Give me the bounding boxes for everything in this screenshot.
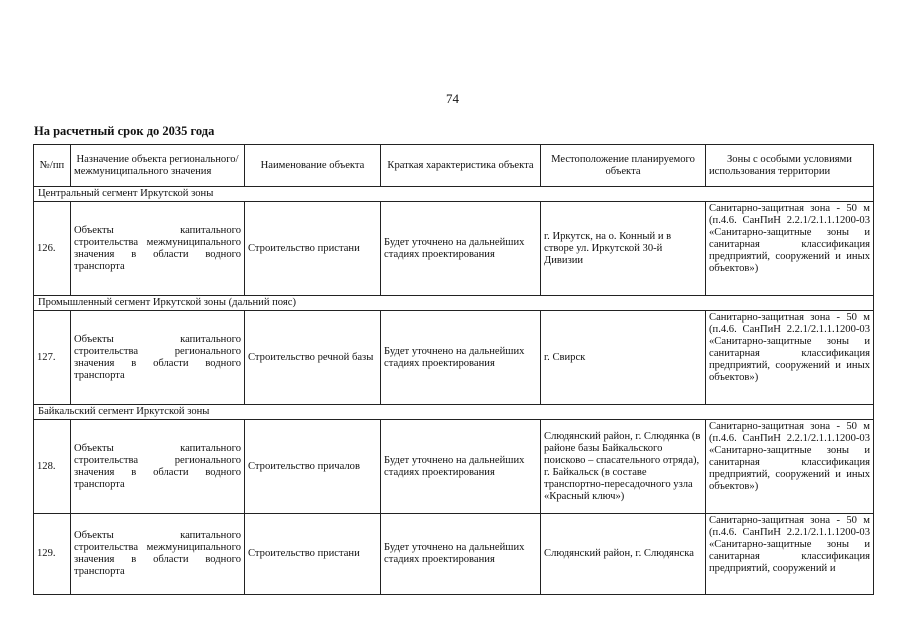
row-purpose: Объекты капитального строительства регионального значения в области водного транспорта: [71, 420, 245, 514]
header-name: Наименование объекта: [245, 145, 381, 187]
row-zones: [706, 420, 874, 514]
row-name: Строительство причалов: [245, 420, 381, 514]
row-characteristic: Будет уточнено на дальнейших стадиях проектирования: [381, 202, 541, 296]
table-row: [34, 420, 874, 514]
row-purpose: Объекты капитального строительства регионального значения в области водного транспорта: [71, 311, 245, 405]
segment-row: [34, 296, 874, 311]
row-characteristic: Будет уточнено на дальнейших стадиях проектирования: [381, 420, 541, 514]
row-characteristic: Будет уточнено на дальнейших стадиях проектирования: [381, 311, 541, 405]
header-characteristic: Краткая характеристика объекта: [381, 145, 541, 187]
row-purpose: Объекты капитального строительства межмуниципального значения в области водного транспорта: [71, 514, 245, 595]
table-row: [34, 202, 874, 296]
objects-table: [33, 144, 874, 595]
row-name: Строительство речной базы: [245, 311, 381, 405]
segment-title: Центральный сегмент Иркутской зоны: [34, 187, 874, 202]
table-header-row: [34, 145, 874, 187]
row-name: Строительство пристани: [245, 514, 381, 595]
segment-row: [34, 405, 874, 420]
header-num: №/пп: [34, 145, 71, 187]
row-num: 127.: [34, 311, 71, 405]
segment-title: Промышленный сегмент Иркутской зоны (дальний пояс): [34, 296, 874, 311]
row-purpose: Объекты капитального строительства межмуниципального значения в области водного транспорта: [71, 202, 245, 296]
row-location: Слюдянский район, г. Слюдянска: [541, 514, 706, 595]
zones-text: Санитарно-защитная зона - 50 м (п.4.6. СанПиН 2.2.1/2.1.1.1200-03 «Санитарно-защитные зоны и санитарная классификация предприятий, сооружений и иных объектов»): [709, 421, 870, 492]
zones-text: Санитарно-защитная зона - 50 м (п.4.6. СанПиН 2.2.1/2.1.1.1200-03 «Санитарно-защитные зоны и санитарная классификация предприятий, сооружений и: [709, 515, 870, 574]
row-location: Слюдянский район, г. Слюдянка (в районе базы Байкальского поисково – спасательного отряда), г. Байкальск (в составе транспортно-пересадочного узла «Красный ключ»): [541, 420, 706, 514]
row-zones: [706, 202, 874, 296]
page-number: 74: [446, 91, 459, 106]
row-num: 128.: [34, 420, 71, 514]
table-row: [34, 514, 874, 595]
header-purpose: Назначение объекта регионального/ межмуниципального значения: [71, 145, 245, 187]
header-location: Местоположение планируемого объекта: [541, 145, 706, 187]
row-characteristic: Будет уточнено на дальнейших стадиях проектирования: [381, 514, 541, 595]
row-num: 129.: [34, 514, 71, 595]
zones-text: Санитарно-защитная зона - 50 м (п.4.6. СанПиН 2.2.1/2.1.1.1200-03 «Санитарно-защитные зоны и санитарная классификация предприятий, сооружений и иных объектов»): [709, 312, 870, 383]
row-zones: [706, 514, 874, 595]
row-location: г. Свирск: [541, 311, 706, 405]
row-num: 126.: [34, 202, 71, 296]
segment-row: [34, 187, 874, 202]
zones-text: Санитарно-защитная зона - 50 м (п.4.6. СанПиН 2.2.1/2.1.1.1200-03 «Санитарно-защитные зоны и санитарная классификация предприятий, сооружений и иных объектов»): [709, 203, 870, 274]
section-heading: На расчетный срок до 2035 года: [34, 124, 215, 138]
table-row: [34, 311, 874, 405]
segment-title: Байкальский сегмент Иркутской зоны: [34, 405, 874, 420]
row-name: Строительство пристани: [245, 202, 381, 296]
header-zones: Зоны с особыми условиями использования территории: [706, 145, 874, 187]
row-zones: [706, 311, 874, 405]
row-location: г. Иркутск, на о. Конный и в створе ул. Иркутской 30-й Дивизии: [541, 202, 706, 296]
